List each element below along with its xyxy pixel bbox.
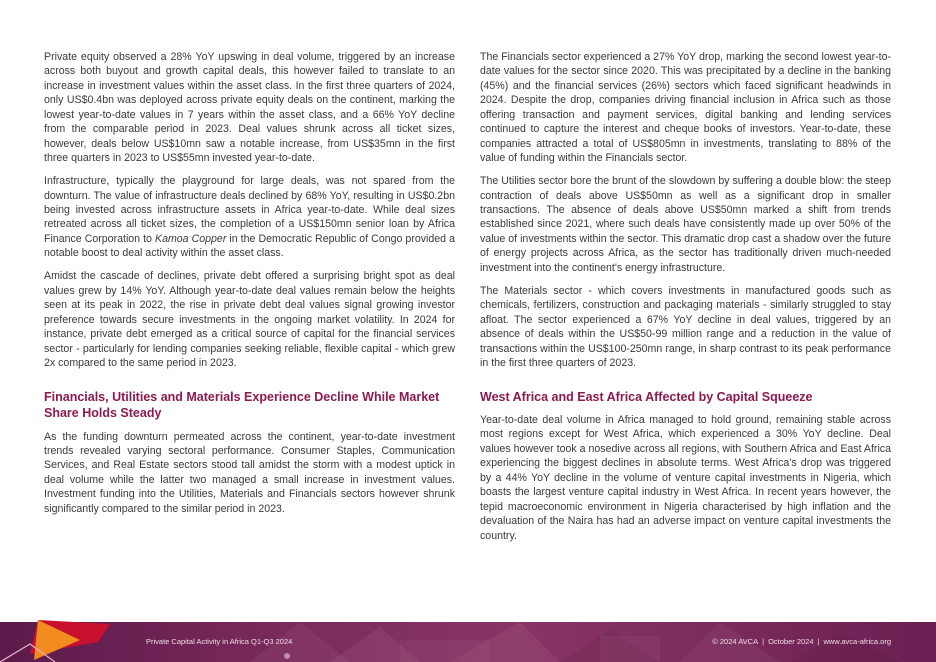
footer-copyright: © 2024 AVCA [712,637,759,646]
region-section-paragraph: Year-to-date deal volume in Africa managed to hold ground, remaining stable across most regions except for West Africa, which experienced a 30% YoY decline. Deal values however took a nosedive across all regions, with Southern Africa and East Africa experiencing the biggest declines in absolute terms. West Africa's drop was triggered by a 44% YoY decline in the volume of venture capital investments in Nigeria, which boasts the largest venture capital industry in West Africa. In recent years however, the tepid macroeconomic environment in Nigeria characterised by high inflation and the devaluation of the Naira has had an adverse impact on venture capital investments the country. [480,414,891,542]
infrastructure-paragraph [44,174,455,261]
footer-website-link[interactable]: www.avca-africa.org [823,637,891,646]
right-column [480,50,891,552]
avca-logo-mark [0,614,115,662]
region-section-heading: West Africa and East Africa Affected by Capital Squeeze [480,389,813,404]
sector-section-heading: Financials, Utilities and Materials Experience Decline While Market Share Holds Steady [44,389,440,421]
left-column [44,50,455,525]
page-footer [0,622,936,662]
infrastructure-text-after: in the Democratic Republic of Congo provided a notable boost to deal activity within the asset class. [44,232,455,260]
footer-right-text [712,637,891,646]
sector-section-paragraph: As the funding downturn permeated across the continent, year-to-date investment trends revealed varying sectoral performance. Consumer Staples, Communication Services, and Real Estate sectors stood tall amidst the storm with a modest uptick in deal volume while the latter two managed a small increase in investment values. Investment funding into the Utilities, Materials and Financials sectors however shrunk significantly compared to the similar period in 2023. [44,430,455,515]
financials-paragraph: The Financials sector experienced a 27% YoY drop, marking the second lowest year-to-date values for the sector since 2020. This was precipitated by a decline in the banking (45%) and the financial services (26%) sectors which faced significant headwinds in 2024. Despite the drop, companies driving financial inclusion in Africa such as those offering transaction and payment services, digital banking and lending services continued to capture the interest and cheque books of investors. Year-to-date, these companies attracted a total of US$805mn in investments, translating to 88% of the value of funding within the Financials sector. [480,51,891,165]
utilities-paragraph: The Utilities sector bore the brunt of the slowdown by suffering a double blow: the steep contraction of deals above US$50mn as well as a significant drop in smaller transactions. The absence of deals above US$50mn marked a shift from trends established since 2021, where such deals have consistently made up over 50% of the value of investments within the sector. This dramatic drop cast a shadow over the future of energy projects across Africa, as the sector has traditionally driven much-needed investment into the continent's energy infrastructure. [480,175,891,274]
footer-date: October 2024 [768,637,814,646]
footer-separator: | [762,637,765,646]
kamoa-copper-name: Kamoa Copper [155,232,227,245]
private-debt-paragraph: Amidst the cascade of declines, private debt offered a surprising bright spot as deal values grew by 14% YoY. Although year-to-date deal values remain below the heights seen at its peak in 2022, the rise in private debt deal values signal growing investor preference towards secure investments in the ongoing market volatility. In 2024 for instance, private debt emerged as a critical source of capital for the financial services sector - particularly for lending companies seeking reliable, flexible capital - which grew 2x compared to the same period in 2023. [44,270,455,370]
footer-report-title: Private Capital Activity in Africa Q1-Q3 2024 [146,637,293,646]
private-equity-paragraph: Private equity observed a 28% YoY upswing in deal volume, triggered by an increase across both buyout and growth capital deals, this however failed to translate to an increase in investment values within the asset class. In the first three quarters of 2024, only US$0.4bn was deployed across private equity deals on the continent, marking the lowest year-to-date values in 7 years within the asset class, and a 66% YoY decline from the comparable period in 2023. Deal values shrunk across all ticket sizes, however, deals below US$10mn saw a notable increase, from US$35mn in the first three quarters in 2023 to US$55mn invested year-to-date. [44,51,455,165]
footer-separator: | [817,637,820,646]
materials-paragraph: The Materials sector - which covers investments in manufactured goods such as chemicals, fertilizers, construction and packaging materials - similarly struggled to stay afloat. The sector experienced a 67% YoY decline in deal values, triggered by an absence of deals within the US$50-99 million range and a reduction in the value of transactions within the US$100-250mn range, in sharp contrast to its peak performance in the first three quarters of 2023. [480,284,891,370]
infrastructure-text-before: Infrastructure, typically the playground for large deals, was not spared from the downturn. The value of infrastructure deals declined by 68% YoY, resulting in US$0.2bn being invested across infrastructure assets in Africa year-to-date. While deal sizes retreated across all ticket sizes, the completion of a US$150mn senior loan by Africa Finance Corporation to [44,175,455,245]
